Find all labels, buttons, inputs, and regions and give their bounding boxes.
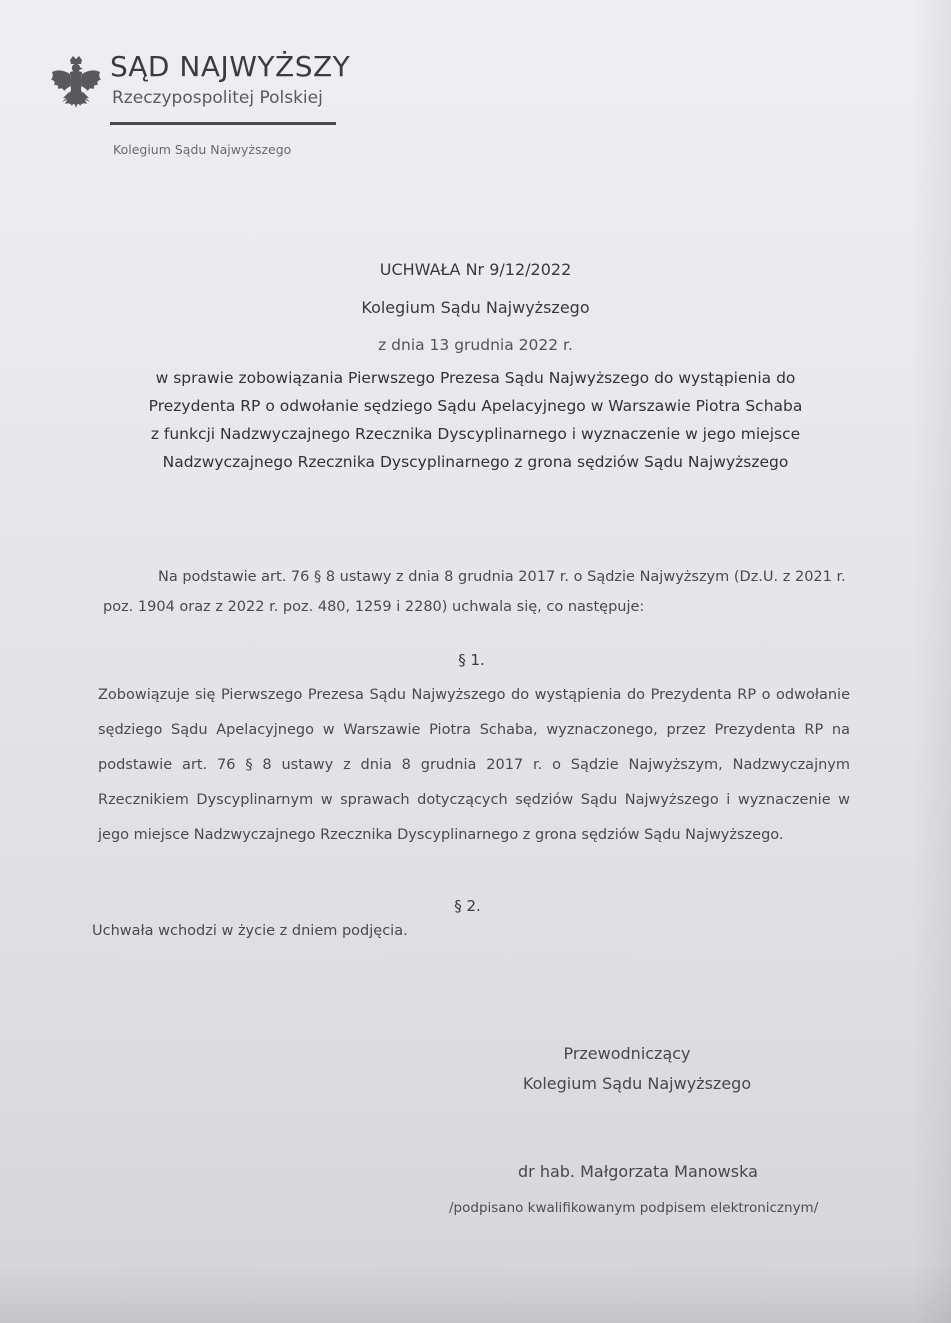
legal-basis <box>98 562 868 622</box>
header-divider <box>110 122 336 125</box>
resolution-subject <box>120 364 831 476</box>
subject-line: z funkcji Nadzwyczajnego Rzecznika Dyscyplinarnego i wyznaczenie w jego miejsce <box>150 425 801 443</box>
signatory-title: Przewodniczący <box>563 1044 691 1063</box>
resolution-number: UCHWAŁA Nr 9/12/2022 <box>379 260 572 279</box>
paper-shadow-right <box>911 0 951 1323</box>
section-2-text: Uchwała wchodzi w życie z dniem podjęcia. <box>92 923 408 939</box>
resolution-body: Kolegium Sądu Najwyższego <box>361 298 590 317</box>
signature-note: /podpisano kwalifikowanym podpisem elektronicznym/ <box>449 1200 819 1216</box>
legal-basis-line: poz. 1904 oraz z 2022 r. poz. 480, 1259 i 2280) uchwala się, co następuje: <box>103 599 645 615</box>
polish-eagle-icon <box>48 54 104 112</box>
subject-line: w sprawie zobowiązania Pierwszego Prezesa Sądu Najwyższego do wystąpienia do <box>155 369 796 387</box>
section-1-text: Zobowiązuje się Pierwszego Prezesa Sądu Najwyższego do wystąpienia do Prezydenta RP o odwołanie sędziego Sądu Apelacyjnego w Warszawie Piotra Schaba, wyznaczonego, przez Prezydenta RP na podstawie art. 76 § 8 ustawy z dnia 8 grudnia 2017 r. o Sądzie Najwyższym, Nadzwyczajnym Rzecznikiem Dyscyplinarnym w sprawach dotyczących sędziów Sądu Najwyższego i wyznaczenie w jego miejsce Nadzwyczajnego Rzecznika Dyscyplinarnego z grona sędziów Sądu Najwyższego. <box>98 687 850 843</box>
section-2-mark: § 2. <box>454 897 481 915</box>
court-name: SĄD NAJWYŻSZY <box>110 50 351 83</box>
resolution-date: z dnia 13 grudnia 2022 r. <box>378 336 573 354</box>
legal-basis-line: Na podstawie art. 76 § 8 ustawy z dnia 8 grudnia 2017 r. o Sądzie Najwyższym (Dz.U. z 2021 r. <box>158 569 846 585</box>
court-subtitle: Rzeczypospolitej Polskiej <box>112 88 323 108</box>
paper-shadow-bottom <box>0 1263 951 1323</box>
signatory-body: Kolegium Sądu Najwyższego <box>522 1074 752 1093</box>
subject-line: Nadzwyczajnego Rzecznika Dyscyplinarnego z grona sędziów Sądu Najwyższego <box>162 453 789 471</box>
signatory-name: dr hab. Małgorzata Manowska <box>518 1162 758 1181</box>
subject-line: Prezydenta RP o odwołanie sędziego Sądu Apelacyjnego w Warszawie Piotra Schaba <box>148 397 803 415</box>
department-label: Kolegium Sądu Najwyższego <box>113 142 292 157</box>
section-1-mark: § 1. <box>458 651 485 669</box>
